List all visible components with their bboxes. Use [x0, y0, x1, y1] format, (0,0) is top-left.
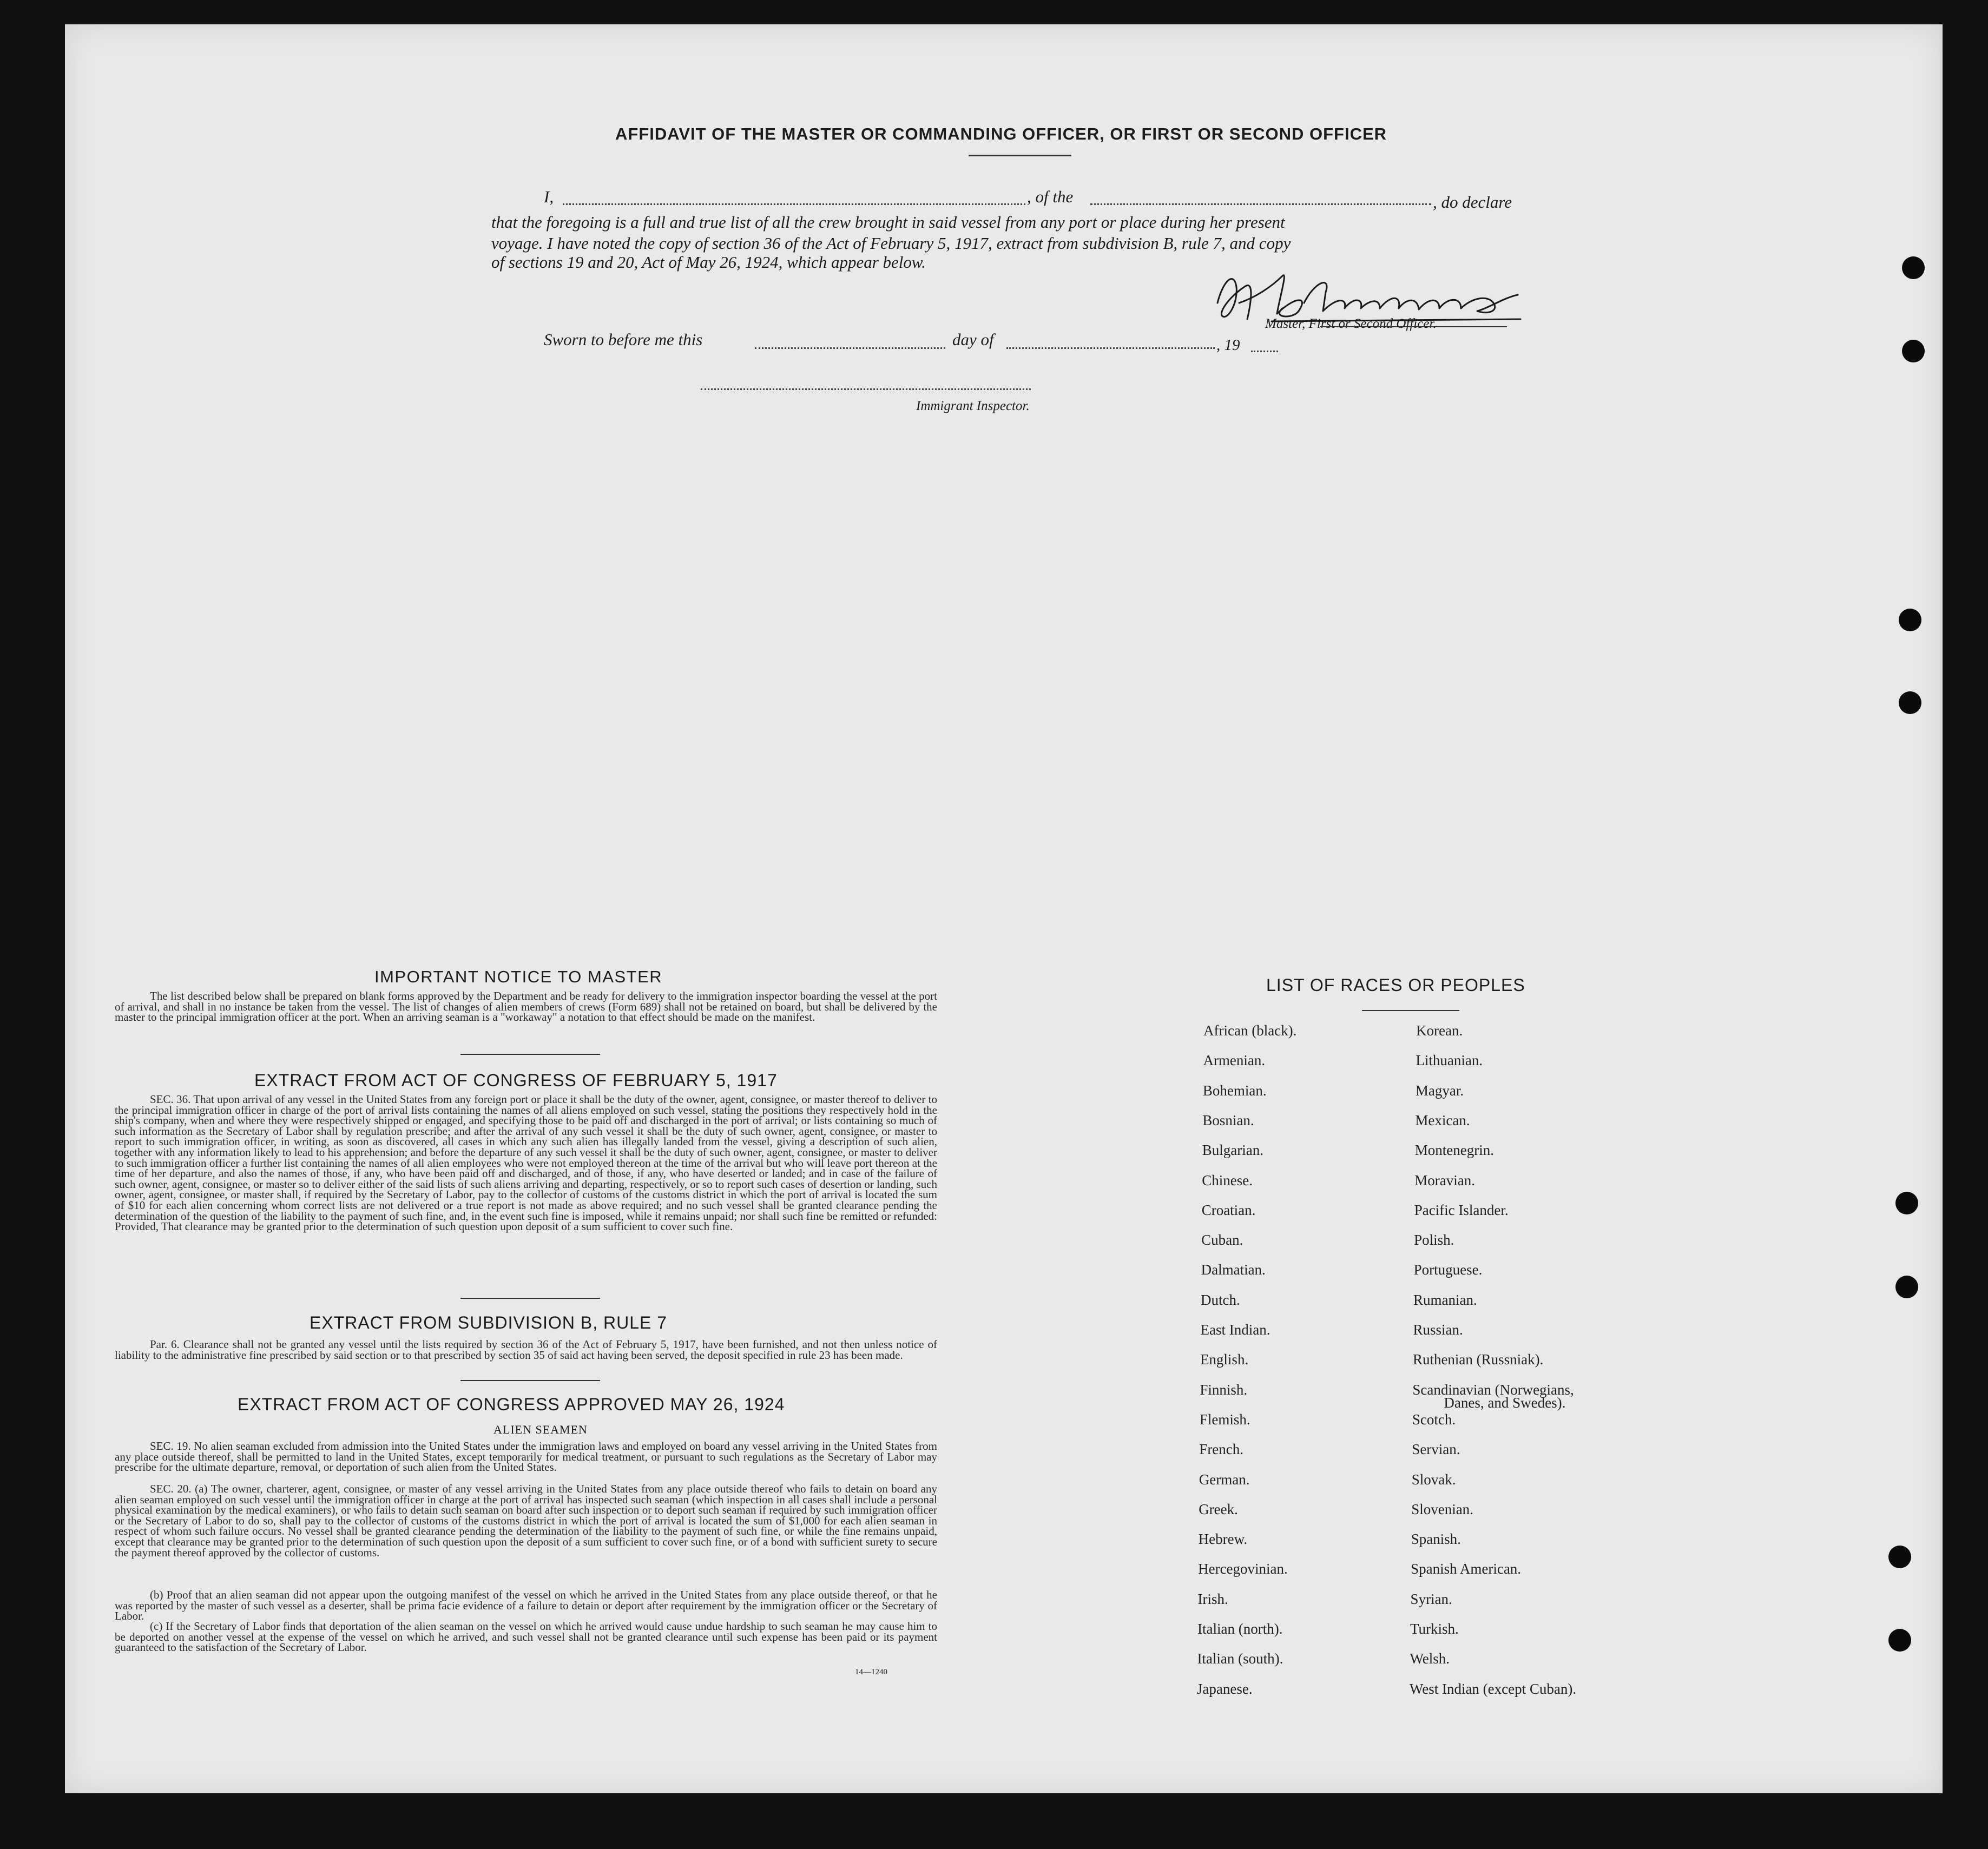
- race-item: Spanish.: [1411, 1531, 1461, 1548]
- race-item: Mexican.: [1415, 1112, 1470, 1128]
- form-number: 14—1240: [855, 1668, 887, 1676]
- race-item: Dalmatian.: [1201, 1262, 1266, 1278]
- extract-1924-sec20a: SEC. 20. (a) The owner, charterer, agent, consignee, or master of any vessel arriving in the United States from any place outside thereof who fails to detain on board any alien seaman employed on such vessel until the immigration officer in charge at the port of arrival has inspected such seaman (which inspection in all cases shall include a personal physical examination by the medical examiners), or who fails to detain such seaman on board after such inspection or to deport such seaman if required by such immigration officer or the Secretary of Labor to do so, shall pay to the collector of customs of the customs district in which the port of arrival is located the sum of $1,000 for each alien seaman in respect of whom such failure occurs. No vessel shall be granted clearance pending the determination of the liability to the payment of such fine, or while the fine remains unpaid, except that clearance may be granted prior to the determination of such question upon the deposit of a sum sufficient to cover such fine, or of a bond with sufficient surety to secure the payment thereof approved by the collector of customs.: [115, 1482, 937, 1559]
- race-item: Japanese.: [1196, 1680, 1253, 1697]
- extract-1924-subtitle: ALIEN SEAMEN: [493, 1423, 588, 1436]
- binder-hole-8: [1888, 1629, 1911, 1652]
- race-item: Welsh.: [1410, 1650, 1450, 1667]
- binder-hole-4: [1899, 691, 1921, 714]
- notice-title: IMPORTANT NOTICE TO MASTER: [374, 967, 663, 986]
- divider-2: [460, 1298, 600, 1299]
- affidavit-do-declare: , do declare: [1433, 193, 1512, 212]
- race-item: Danes, and Swedes).: [1444, 1394, 1566, 1411]
- race-item: English.: [1200, 1351, 1249, 1368]
- binder-hole-6: [1895, 1276, 1918, 1298]
- title-underline: [969, 155, 1071, 156]
- binder-hole-7: [1888, 1546, 1911, 1568]
- extract-rule7-text: Par. 6. Clearance shall not be granted any vessel until the lists required by section 36 of the Act of February 5, 1917, have been furnished, and not then unless notice of liability to the administrative fine prescribed by said section or to that prescribed by section 35 of said act having been served, the deposit specified in rule 23 has been made.: [115, 1338, 937, 1362]
- extract-1924-sec20c: (c) If the Secretary of Labor finds that deportation of the alien seaman on the vessel on which he arrived would cause undue hardship to such seaman he may cause him to be deported on another vessel at the expense of the vessel on which he arrived, and such vessel shall not be granted clearance until such expense has been paid or its payment guaranteed to the satisfaction of the Secretary of Labor.: [115, 1620, 937, 1654]
- sworn-month-blank[interactable]: [1006, 347, 1215, 349]
- year-blank[interactable]: [1251, 351, 1278, 352]
- extract-1924-sec20b: (b) Proof that an alien seaman did not appear upon the outgoing manifest of the vessel on which he arrived in the United States from any place outside thereof, or that he was reported by the master of such vessel as a deserter, shall be prima facie evidence of a failure to detain or deport after requirement by the immigration officer or the Secretary of Labor.: [115, 1588, 937, 1623]
- race-item: Syrian.: [1410, 1590, 1452, 1607]
- name-blank[interactable]: [563, 203, 1025, 205]
- race-item: Dutch.: [1201, 1291, 1240, 1308]
- race-item: Polish.: [1414, 1232, 1454, 1249]
- sworn-day-blank[interactable]: [755, 347, 945, 349]
- race-item: German.: [1199, 1471, 1250, 1488]
- binder-hole-5: [1895, 1192, 1918, 1214]
- race-item: West Indian (except Cuban).: [1409, 1680, 1577, 1697]
- affidavit-title: AFFIDAVIT OF THE MASTER OR COMMANDING OFFICER, OR FIRST OR SECOND OFFICER: [615, 124, 1387, 143]
- extract-1924-title: EXTRACT FROM ACT OF CONGRESS APPROVED MAY 26, 1924: [238, 1395, 785, 1414]
- race-item: Italian (south).: [1197, 1650, 1283, 1667]
- race-item: Flemish.: [1199, 1411, 1250, 1428]
- race-item: Bulgarian.: [1202, 1142, 1264, 1159]
- race-item: Italian (north).: [1197, 1621, 1283, 1637]
- sworn-text: Sworn to before me this: [544, 330, 703, 349]
- inspector-caption: Immigrant Inspector.: [916, 399, 1030, 413]
- inspector-signature-line[interactable]: [701, 388, 1031, 390]
- race-item: Scotch.: [1412, 1411, 1456, 1428]
- binder-hole-1: [1902, 256, 1925, 279]
- race-item: Russian.: [1413, 1322, 1463, 1338]
- race-item: Armenian.: [1203, 1052, 1266, 1069]
- race-item: Portuguese.: [1413, 1262, 1483, 1278]
- race-item: Servian.: [1412, 1441, 1460, 1458]
- race-item: Irish.: [1197, 1590, 1228, 1607]
- race-item: Rumanian.: [1413, 1291, 1477, 1308]
- race-item: Greek.: [1199, 1501, 1238, 1517]
- race-item: Turkish.: [1410, 1621, 1459, 1637]
- extract-1917-text: SEC. 36. That upon arrival of any vessel in the United States from any foreign port or place it shall be the duty of the owner, agent, consignee, or master thereof to deliver to the principal immigration officer in charge of the port of arrival lists containing the names of all aliens employed on such vessel, stating the positions they respectively hold in the ship's company, when and where they were respectively shipped or engaged, and specifying those to be paid off and discharged in the port of arrival; or lists containing so much of such information as the Secretary of Labor shall by regulation prescribe; and after the arrival of any such vessel it shall be the duty of such owner, agent, consignee, or master to report to such immigration officer, in writing, as soon as discovered, all cases in which any such alien has illegally landed from the vessel, giving a description of such alien, together with any information likely to lead to his apprehension; and before the departure of any such vessel it shall be the duty of such owner, agent, consignee, or master to deliver to such immigration officer a further list containing the names of all alien employees who were not employed thereon at the time of the arrival but who will leave port thereon at the time of her departure, and also the names of those, if any, who have been paid off and discharged, and of those, if any, who have deserted or landed; and in case of the failure of such owner, agent, consignee, or master so to deliver either of the said lists of such aliens arriving and departing, respectively, or so to report such cases of desertion or landing, such owner, agent, consignee, or master shall, if required by the Secretary of Labor, pay to the collector of customs of the customs district in which the port of arrival is located the sum of $10 for each alien concerning whom correct lists are not delivered or a true report is not made as above required; and no such vessel shall be granted clearance pending the determination of the question of the liability to the payment of such fine, and, in the event such fine is imposed, while it remains unpaid; nor shall such fine be remitted or refunded: Provided, That clearance may be granted prior to the determination of such question upon deposit of a sum sufficient to cover such fine.: [115, 1093, 937, 1233]
- affidavit-i-label: I,: [544, 187, 554, 206]
- race-item: Croatian.: [1201, 1201, 1256, 1218]
- year-text: , 19: [1216, 336, 1240, 354]
- race-item: Montenegrin.: [1414, 1142, 1495, 1159]
- race-item: East Indian.: [1200, 1322, 1271, 1338]
- races-title: LIST OF RACES OR PEOPLES: [1266, 975, 1525, 995]
- race-item: Ruthenian (Russniak).: [1412, 1351, 1544, 1368]
- race-item: Hercegovinian.: [1198, 1561, 1288, 1577]
- extract-rule7-title: EXTRACT FROM SUBDIVISION B, RULE 7: [310, 1313, 668, 1332]
- affidavit-line-4: of sections 19 and 20, Act of May 26, 1924, which appear below.: [491, 253, 926, 272]
- race-item: Moravian.: [1414, 1172, 1475, 1188]
- race-item: French.: [1199, 1441, 1244, 1458]
- signature-caption: Master, First or Second Officer.: [1265, 316, 1437, 331]
- affidavit-line-2: that the foregoing is a full and true list of all the crew brought in said vessel from any port or place during her present: [491, 213, 1285, 232]
- divider-3: [460, 1380, 600, 1381]
- race-item: Spanish American.: [1411, 1561, 1522, 1577]
- strikethrough: [1320, 326, 1507, 327]
- race-item: Bosnian.: [1202, 1112, 1254, 1128]
- binder-hole-2: [1902, 340, 1925, 362]
- extract-1924-sec19: SEC. 19. No alien seaman excluded from admission into the United States under the immigration laws and employed on board any vessel arriving in the United States from any place outside thereof, shall be permitted to land in the United States, except temporarily for medical treatment, or pursuant to such regulations as the Secretary of Labor may prescribe for the ultimate departure, removal, or deportation of such alien from the United States.: [115, 1439, 937, 1474]
- race-item: Bohemian.: [1202, 1082, 1267, 1099]
- binder-hole-3: [1899, 609, 1921, 631]
- race-item: Slovenian.: [1411, 1501, 1473, 1517]
- race-item: African (black).: [1203, 1022, 1297, 1039]
- affidavit-of-the: , of the: [1027, 187, 1074, 206]
- affidavit-line-3: voyage. I have noted the copy of section 36 of the Act of February 5, 1917, extract from subdivision B, rule 7, and copy: [491, 234, 1291, 253]
- race-item: Korean.: [1416, 1022, 1463, 1039]
- divider-1: [460, 1054, 600, 1055]
- races-title-underline: [1362, 1010, 1459, 1011]
- race-item: Pacific Islander.: [1414, 1201, 1509, 1218]
- race-item: Cuban.: [1201, 1232, 1243, 1249]
- race-item: Finnish.: [1200, 1381, 1248, 1398]
- race-item: Chinese.: [1202, 1172, 1253, 1188]
- extract-1917-title: EXTRACT FROM ACT OF CONGRESS OF FEBRUARY 5, 1917: [254, 1071, 778, 1090]
- day-of-text: day of: [952, 330, 994, 349]
- race-item: Slovak.: [1411, 1471, 1456, 1488]
- race-item: Lithuanian.: [1416, 1052, 1483, 1069]
- vessel-blank[interactable]: [1090, 203, 1431, 205]
- race-item: Scandinavian (Norwegians,: [1412, 1381, 1574, 1398]
- race-item: Magyar.: [1415, 1082, 1464, 1099]
- race-item: Hebrew.: [1198, 1531, 1248, 1548]
- notice-text: The list described below shall be prepared on blank forms approved by the Department and be ready for delivery to the immigration inspector boarding the vessel at the port of arrival, and shall in no instance be taken from the vessel. The list of changes of alien members of crews (Form 689) shall not be retained on board, but shall be delivered by the master to the principal immigration officer at the port. When an arriving seaman is a "workaway" a notation to that effect should be made on the manifest.: [115, 989, 937, 1024]
